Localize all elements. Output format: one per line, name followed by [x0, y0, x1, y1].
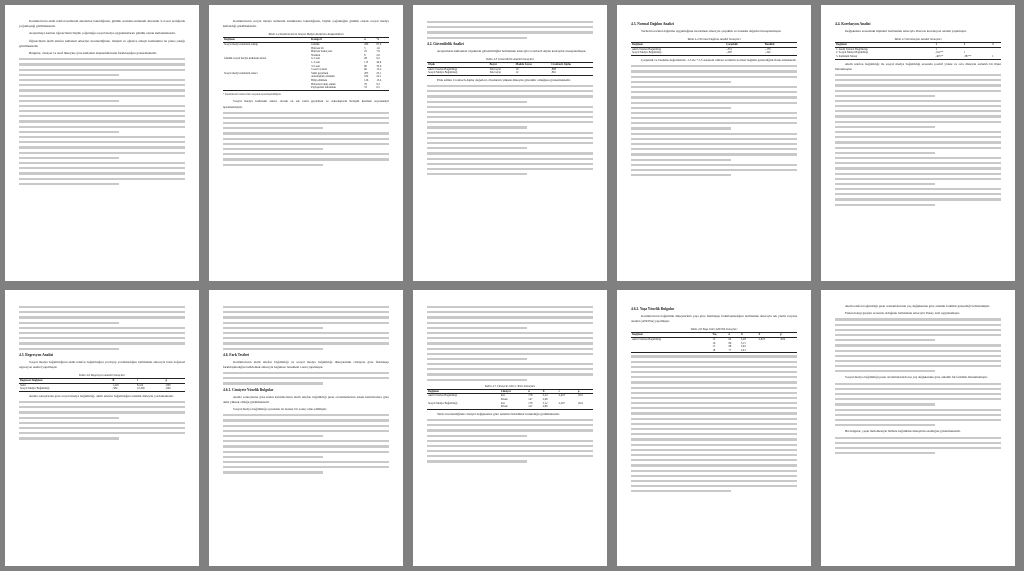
table-cell: 6,5 [375, 86, 389, 90]
table-cell: 12 [515, 71, 551, 75]
table-cell [779, 349, 797, 353]
table-cell: Sabit [20, 383, 26, 387]
paragraph: Verilerin normal dağılıma uygunluğunu incelemek amacıyla çarpıklık ve basıklık değerleri hesaplanmıştır. [641, 29, 782, 33]
subsection-heading: 4.6.1. Cinsiyete Yönelik Bulgular [223, 387, 274, 392]
table-header: t [558, 389, 577, 394]
table-header: n [727, 333, 739, 338]
table-cell [631, 349, 711, 353]
table-caption: Tablo 4.7 Cinsiyete Göre t-Testi Sonuçları [484, 383, 536, 388]
section-heading: 4.3. Normal Dağılım Analizi [631, 22, 674, 26]
table-cell: Erkek [500, 398, 508, 401]
table-cell: 22,1 [376, 75, 382, 79]
section-heading: 4.6.2. Yaşa Yönelik Bulgular [631, 307, 675, 311]
paragraph: Tablo incelendiğinde cinsiyet değişkenine göre anlamlı farklılıklar bulunduğu görülmektedir. [437, 411, 560, 416]
table-cell: 3,24 [542, 394, 548, 398]
table-row [427, 405, 593, 409]
table-cell: ,024 [577, 401, 583, 405]
table-header: Yaş [711, 333, 727, 338]
table-cell: 10 [515, 67, 519, 71]
table-cell: 2. Sosyal Medya Bağımlılığı [836, 51, 869, 55]
table-cell: Sosyal Medya Bağımlılığı [19, 387, 112, 391]
table-header: n [527, 389, 541, 394]
table-cell [223, 86, 310, 90]
table-cell: 205 [364, 71, 369, 75]
table-cell: Günlük [311, 43, 320, 46]
table-cell: 3-5 saat [311, 64, 320, 68]
table-header: Ölçek [427, 62, 489, 67]
document-page-10 [821, 290, 1015, 566]
table-cell: Haberleri takip etmek [311, 82, 336, 86]
table-cell: 178 [528, 394, 533, 398]
paragraph: Bu bulgular, yaşın ilerlemesiyle birlikte bağımlılık düzeyinin azaldığını göstermektedir. [845, 429, 961, 434]
table-cell [558, 405, 577, 409]
table-header: 3 [991, 43, 1001, 48]
table-cell [577, 405, 593, 409]
table-cell: 9,2 [376, 57, 380, 61]
table-cell: -,285 [725, 51, 764, 55]
paragraph: Sosyal medya bağımlılığı açısından da benzer bir sonuç elde edilmiştir. [233, 407, 327, 412]
table-cell: Kız [500, 394, 505, 398]
table-cell: 28 [364, 57, 367, 61]
paragraph: Araştırmada kullanılan ölçeklerin güvenilirliğini belirlemek amacıyla Cronbach Alpha katsayıları hesaplanmıştır. [437, 48, 587, 53]
document-page-1 [5, 5, 199, 281]
table-cell: Akıllı Telefon Bağımlılığı [428, 394, 458, 398]
table-header: Basıklık [764, 43, 797, 48]
table-cell: -,351 [726, 47, 732, 51]
table-cell: 90 [364, 64, 367, 68]
table-cell: ,891 [550, 71, 593, 75]
table-header: Değişken [631, 43, 720, 48]
table-cell: 18 [711, 349, 727, 353]
table-cell: Sosyal Medya Bağımlılığı [428, 401, 458, 405]
body-text-lines [835, 318, 1001, 372]
paragraph: Öğrencilerin akıllı telefon kullanım amaçları incelendiğinde, iletişim ve eğlence amaçlı kullanımın ön plana çıktığı görülmektedir. [19, 38, 185, 48]
table-cell: 147 [528, 398, 533, 401]
table-cell: 25 [364, 50, 367, 54]
body-text-lines [427, 21, 593, 39]
paragraph: Katılımcıların sosyal medya kullanım sıklıklarına bakıldığında, büyük çoğunluğun günlük olarak sosyal medya kullandığı görülmektedir. [223, 19, 389, 29]
table-cell: 2,89 [542, 405, 558, 409]
table-header: B [112, 379, 136, 384]
table-cell: Akıllı Telefon Bağımlılığı [632, 338, 662, 341]
data-table [631, 42, 797, 56]
table-cell: 98 [728, 345, 732, 349]
body-text-lines [19, 306, 185, 350]
table-cell: Akıllı Telefon Bağımlılığı [428, 67, 458, 71]
table-cell: Arkadaşlarla iletişim [311, 75, 335, 79]
paragraph: Katılımcıların akıllı telefon bağımlılığı ve sosyal medya bağımlılığı düzeylerinin cinsiyete göre farklılaşıp farklılaşmadığını belirlemek amacıyla bağımsız örneklem t-testi yapılmıştır. [223, 359, 389, 369]
section-heading: 4.2. Güvenilirlik Analizi [427, 41, 464, 46]
table-header: p [577, 389, 593, 394]
table-cell: Günlük sosyal medya kullanım süresi [224, 57, 267, 61]
table-cell: 3. Kullanım Süresi [835, 55, 935, 59]
paragraph: Akıllı telefon bağımlılığı puan ortalamalarının yaş değişkenine göre anlamlı farklılık gösterdiği belirlenmiştir. [845, 304, 991, 308]
table-caption: Tablo 4.3 Güvenilirlik Analizi Sonuçları [485, 56, 535, 61]
table-cell: 86 [728, 341, 732, 345]
table-header: n [363, 38, 375, 43]
table-cell: Haftada birkaç kez [311, 50, 333, 54]
table-cell: Nadiren [311, 53, 321, 57]
table-header: p [165, 379, 185, 384]
body-text-lines [19, 58, 185, 185]
table-cell: 8 [364, 53, 366, 57]
table-row [19, 387, 185, 391]
table-cell: 53 [363, 86, 375, 90]
table-header: Değişken [427, 389, 500, 394]
paragraph: Sosyal medya bağımlılığı puan ortalamalarında ise yaş değişkenine göre anlamlı bir farklılık bulunmamıştır. [845, 375, 988, 380]
table-cell: 3,15 [740, 341, 746, 345]
table-cell: 2,6 [376, 53, 380, 57]
table-caption: Tablo 4.4 Normal Dağılım Analizi Sonuçları [687, 37, 741, 42]
table-cell: Paylaşımda bulunmak [310, 86, 363, 90]
data-table [223, 37, 389, 90]
table-header: 2 [963, 43, 991, 48]
table-row [631, 349, 797, 353]
table-cell: 178 [528, 401, 533, 405]
table-cell [758, 349, 779, 353]
document-page-8 [413, 290, 607, 566]
table-header: Değişken [223, 38, 310, 43]
table-cell: ,868 [551, 67, 557, 71]
table-header: Boyut [489, 62, 515, 67]
document-page-4 [617, 5, 811, 281]
table-cell: 16 [712, 341, 716, 345]
table-cell: Vakit geçirmek [311, 71, 329, 75]
table-cell: 1,245 [112, 383, 119, 387]
table-cell: Sosyal Medya Bağımlılığı [427, 71, 489, 75]
table-note: * Katılımcılar birden fazla seçenek işaretleyebilmiştir. [223, 92, 282, 96]
table-cell: 2,823 [758, 338, 765, 341]
document-page-9 [617, 290, 811, 566]
table-header: F [758, 333, 779, 338]
table-caption: Tablo 4.6 Regresyon Analizi Sonuçları [78, 373, 126, 378]
paragraph: Katılımcıların bağımlılık düzeylerinin yaşa göre farklılaşıp farklılaşmadığını belirlemek amacıyla tek yönlü varyans analizi (ANOVA) yapılmıştır. [631, 314, 797, 324]
table-cell: Akıllı Telefon Bağımlılığı [632, 47, 662, 51]
table-header: X̄ [740, 333, 758, 338]
table-cell: Tek boyut [489, 67, 501, 71]
paragraph: Araştırmaya katılan öğrencilerin büyük çoğunluğu sosyal medya uygulamalarını günlük olarak kullanmaktadır. [29, 31, 176, 36]
table-cell: ,000 [165, 387, 185, 391]
table-cell: -,176 [764, 47, 771, 51]
table-cell: 3,28 [740, 338, 746, 341]
document-page-6 [5, 290, 199, 566]
table-continuation-lines [631, 355, 797, 492]
table-cell: 66 [364, 68, 367, 72]
document-page-5 [821, 5, 1015, 281]
document-page-2 [209, 5, 403, 281]
table-cell: Erkek [500, 405, 527, 409]
table-cell: ,004 [780, 338, 786, 341]
body-text-lines [19, 401, 185, 440]
paragraph: Farkın hangi gruplar arasında olduğunu belirlemek amacıyla Tukey testi uygulanmıştır. [845, 311, 961, 316]
table-cell: Sosyal medya kullanım amacı [224, 71, 258, 75]
table-cell: 12,336 [136, 387, 165, 391]
table-cell: 9,3 [376, 82, 380, 86]
paragraph: Analiz sonuçlarına göre sosyal medya bağımlılığı, akıllı telefon bağımlılığını anlamlı düzeyde yordamaktadır. [29, 393, 174, 398]
table-cell: 35,0 [376, 64, 382, 68]
table-cell: 77 [727, 349, 739, 353]
body-text-lines [427, 85, 593, 175]
table-cell: 115 [364, 60, 369, 64]
body-text-lines [835, 383, 1001, 427]
body-text-lines [223, 306, 389, 350]
table-cell: Sosyal medya kullanım sıklığı [224, 43, 258, 46]
table-header: Bağımsız Değişken [19, 379, 112, 384]
table-caption: Tablo 4.5 Korelasyon Analizi Sonuçları [894, 37, 942, 42]
table-header: Madde Sayısı [515, 62, 551, 67]
body-text-lines [631, 65, 797, 176]
table-cell: 7,9 [376, 50, 380, 54]
paragraph: Çarpıklık ve basıklık değerlerinin -1,5 ile +1,5 arasında olması verilerin normal dağılım gösterdiğini ifade etmektedir. [641, 57, 797, 62]
table-header: Kategori [310, 38, 363, 43]
paragraph: Katılımcıların akıllı telefon kullanım sürelerine bakıldığında, günlük ortalama kullanım süresinin 3-4 saat aralığında yoğunlaştığı görülmektedir. [19, 19, 185, 29]
table-cell: 15,2 [376, 68, 382, 72]
table-header: Değişken [631, 333, 711, 338]
body-text-lines [427, 306, 593, 381]
table-cell: 25,1 [376, 71, 382, 75]
body-text-lines [223, 372, 389, 385]
table-cell [427, 405, 500, 409]
data-table [631, 332, 797, 353]
table-row [631, 51, 797, 55]
table-cell: Sosyal Medya Bağımlılığı [631, 51, 720, 55]
table-cell: -,342 [764, 51, 797, 55]
table-cell: 15,4 [376, 78, 382, 82]
table-cell: ,000 [165, 383, 171, 387]
table-cell: 1. Akıllı Telefon Bağımlılığı [836, 47, 868, 51]
section-heading: 4.5. Regresyon Analizi [19, 352, 54, 357]
table-cell: 5 [364, 46, 366, 50]
table-cell: 8,412 [137, 383, 144, 387]
table-header: Çarpıklık [725, 43, 764, 48]
table-header: t [136, 379, 165, 384]
table-row [835, 55, 1001, 59]
table-cell: 1-3 saat [311, 60, 320, 64]
table-cell: ,016 [577, 394, 583, 398]
data-table [427, 62, 593, 76]
paragraph: Sosyal medya bağımlılığının akıllı telefon bağımlılığını yordayıp yordamadığını belirlemek amacıyla basit doğrusal regresyon analizi yapılmıştır. [19, 359, 185, 369]
table-cell: ,387** [963, 55, 991, 59]
table-header: Değişken [835, 43, 935, 48]
table-header: Cronbach Alpha [550, 62, 593, 67]
table-cell: 0-1 saat [311, 57, 320, 61]
table-header: X̄ [542, 389, 558, 394]
table-cell: Kız [500, 401, 505, 405]
body-text-lines [223, 112, 389, 166]
table-cell: 286 [364, 43, 369, 46]
table-header: 1 [935, 43, 963, 48]
table-cell: 3,02 [740, 345, 746, 349]
table-cell: 15 [712, 338, 716, 341]
document-page-7 [209, 290, 403, 566]
table-cell: ,612** [935, 51, 944, 55]
table-cell: 76 [364, 82, 367, 86]
document-page-3 [413, 5, 607, 281]
table-cell: Tek boyut [489, 71, 515, 75]
paragraph: Bulgular, cinsiyet ve sınıf düzeyine göre kullanım alışkanlıklarının farklılaştığını göstermektedir. [29, 51, 157, 56]
body-text-lines [835, 437, 1001, 455]
table-cell: ,584 [112, 387, 136, 391]
table-cell: 1,6 [376, 46, 380, 50]
table-cell: 1 [935, 47, 937, 51]
table-cell: 2,267 [558, 401, 565, 405]
table-header: p [779, 333, 797, 338]
table-cell: 182 [364, 75, 369, 79]
paragraph: Akıllı telefon bağımlılığı ile sosyal medya bağımlılığı arasında pozitif yönde ve orta düzeyde anlamlı bir ilişki bulunmuştur. [835, 61, 1001, 71]
paragraph: Analiz sonuçlarına göre kadın katılımcıların akıllı telefon bağımlılığı puan ortalamalarının erkek katılımcılara göre daha yüksek olduğu görülmektedir. [223, 394, 389, 404]
body-text-lines [427, 419, 593, 463]
data-table [427, 389, 593, 410]
table-cell: 2,98 [542, 398, 548, 401]
table-cell: 2,418 [558, 394, 565, 398]
table-row [223, 86, 389, 90]
table-cell: 44,6 [376, 60, 382, 64]
table-cell: ,405** [935, 55, 963, 59]
paragraph: Sosyal medya kullanım amacı olarak en sık vakit geçirmek ve arkadaşlarla iletişim kurmak seçenekleri işaretlenmiştir. [223, 99, 389, 109]
body-text-lines [835, 74, 1001, 206]
data-table [835, 42, 1001, 59]
table-cell: 17 [712, 345, 716, 349]
table-cell: 3,12 [542, 401, 548, 405]
table-cell: 126 [364, 78, 369, 82]
table-cell: 1 [963, 51, 966, 55]
table-cell: Haftada bir [311, 46, 324, 50]
table-cell: 64 [728, 338, 732, 341]
section-heading: 4.6. Fark Testleri [223, 352, 250, 357]
table-cell: 147 [527, 405, 541, 409]
paragraph: Elde edilen Cronbach Alpha değerleri, ölçeklerin yüksek düzeyde güvenilir olduğunu göstermektedir. [437, 77, 571, 82]
data-table [19, 378, 185, 392]
table-cell: 2,91 [740, 349, 758, 353]
table-cell: 5 saat ve üzeri [311, 68, 328, 72]
table-header: % [375, 38, 389, 43]
table-caption: Tablo 4.2 Katılımcıların Sosyal Medya Kullanım Alışkanlıkları [268, 32, 344, 37]
table-row [427, 71, 593, 75]
table-cell: 87,9 [376, 43, 382, 46]
table-header: Cinsiyet [500, 389, 527, 394]
table-cell: 1 [991, 55, 1001, 59]
paragraph: Değişkenler arasındaki ilişkileri belirlemek amacıyla Pearson korelasyon analizi yapılmıştır. [845, 29, 967, 33]
table-cell: Bilgi edinmek [311, 78, 328, 82]
table-caption: Tablo 4.8 Yaşa Göre ANOVA Sonuçları [690, 327, 738, 332]
body-text-lines [223, 414, 389, 473]
section-heading: 4.4. Korelasyon Analizi [835, 22, 871, 26]
